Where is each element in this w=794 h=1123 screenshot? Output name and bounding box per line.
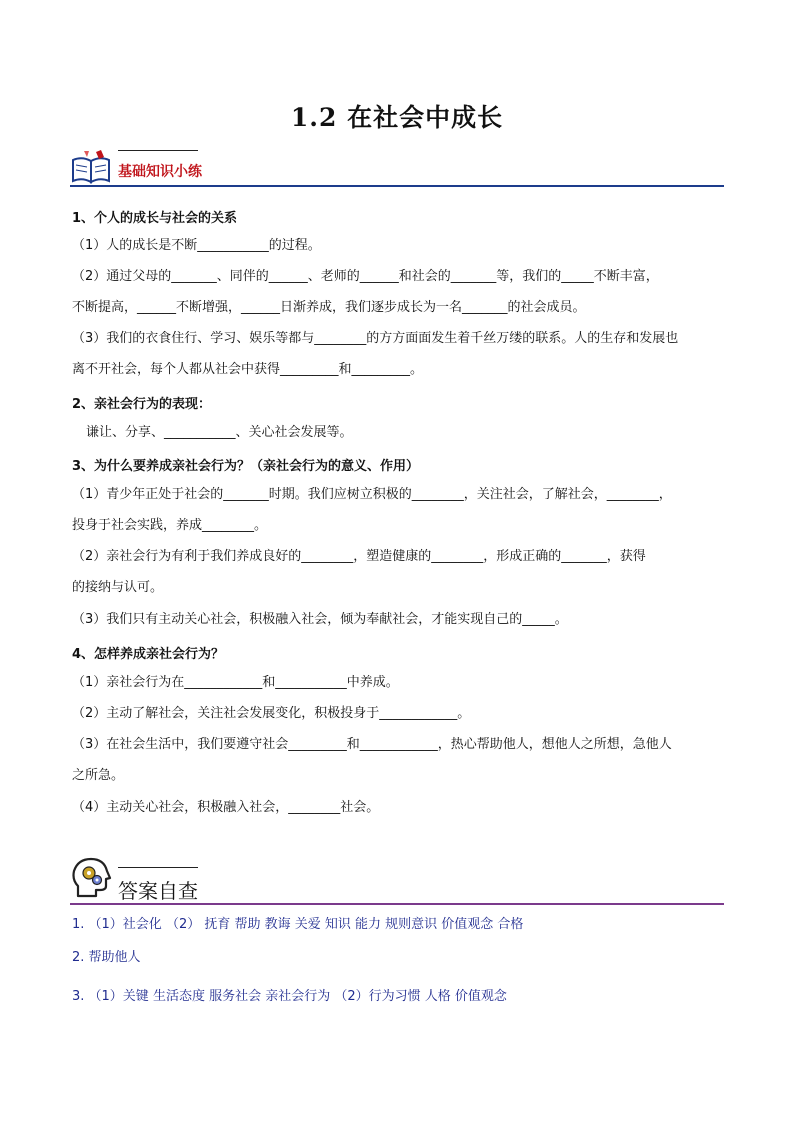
question-4-line-2: （2）主动了解社会，关注社会发展变化，积极投身于____________。: [72, 706, 471, 721]
section-title: 基础知识小练: [118, 164, 202, 180]
question-1-line-5: 离不开社会，每个人都从社会中获得_________和_________。: [72, 362, 424, 377]
section-overline: [118, 867, 198, 868]
question-3-line-1: （1）青少年正处于社会的_______时期。我们应树立积极的________，关注社会，了解社会，________，: [72, 487, 672, 502]
question-3-line-3: （2）亲社会行为有利于我们养成良好的________，塑造健康的________，形成正确的_______，获得: [72, 549, 646, 564]
section-rule: [70, 903, 724, 905]
question-2-heading: 2、亲社会行为的表现：: [72, 397, 212, 412]
question-3-line-2: 投身于社会实践，养成________。: [72, 518, 268, 533]
section-rule: [70, 185, 724, 187]
question-4-heading: 4、怎样养成亲社会行为？: [72, 647, 225, 662]
section-title: 答案自查: [118, 879, 198, 903]
question-3-heading: 3、为什么要养成亲社会行为？（亲社会行为的意义、作用）: [72, 459, 420, 474]
question-4-line-3: （3）在社会生活中，我们要遵守社会_________和____________，热心帮助他人，想他人之所想，急他人: [72, 737, 672, 752]
question-1-line-1: （1）人的成长是不断___________的过程。: [72, 238, 321, 253]
section-header-basic-knowledge: [70, 148, 724, 188]
question-1-line-4: （3）我们的衣食住行、学习、娱乐等都与________的方方面面发生着千丝万缕的联系。人的生存和发展也: [72, 331, 679, 346]
answer-line-2: 2. 帮助他人: [72, 950, 141, 965]
open-book-icon: [70, 148, 114, 186]
question-3-line-5: （3）我们只有主动关心社会，积极融入社会，倾为奉献社会，才能实现自己的_____。: [72, 612, 568, 627]
question-1-heading: 1、个人的成长与社会的关系: [72, 211, 238, 226]
question-1-line-3: 不断提高，______不断增强，______日渐养成，我们逐步成长为一名_______的社会成员。: [72, 300, 586, 315]
answer-line-1: 1. （1）社会化 （2） 抚育 帮助 教诲 关爱 知识 能力 规则意识 价值观念 合格: [72, 917, 524, 932]
question-1-line-2: （2）通过父母的_______、同伴的______、老师的______和社会的_______等，我们的_____不断丰富，: [72, 269, 659, 284]
question-4-line-5: （4）主动关心社会，积极融入社会，________社会。: [72, 800, 380, 815]
page-title: 1.2 在社会中成长: [290, 103, 504, 132]
head-gears-icon: [70, 856, 114, 902]
section-overline: [118, 150, 198, 151]
question-3-line-4: 的接纳与认可。: [72, 580, 164, 595]
question-4-line-1: （1）亲社会行为在____________和___________中养成。: [72, 675, 399, 690]
question-2-line-1: 谦让、分享、___________、关心社会发展等。: [86, 425, 353, 440]
question-4-line-4: 之所急。: [72, 768, 125, 783]
answer-line-3: 3. （1）关键 生活态度 服务社会 亲社会行为 （2）行为习惯 人格 价值观念: [72, 989, 507, 1004]
section-header-answers: [70, 856, 724, 906]
